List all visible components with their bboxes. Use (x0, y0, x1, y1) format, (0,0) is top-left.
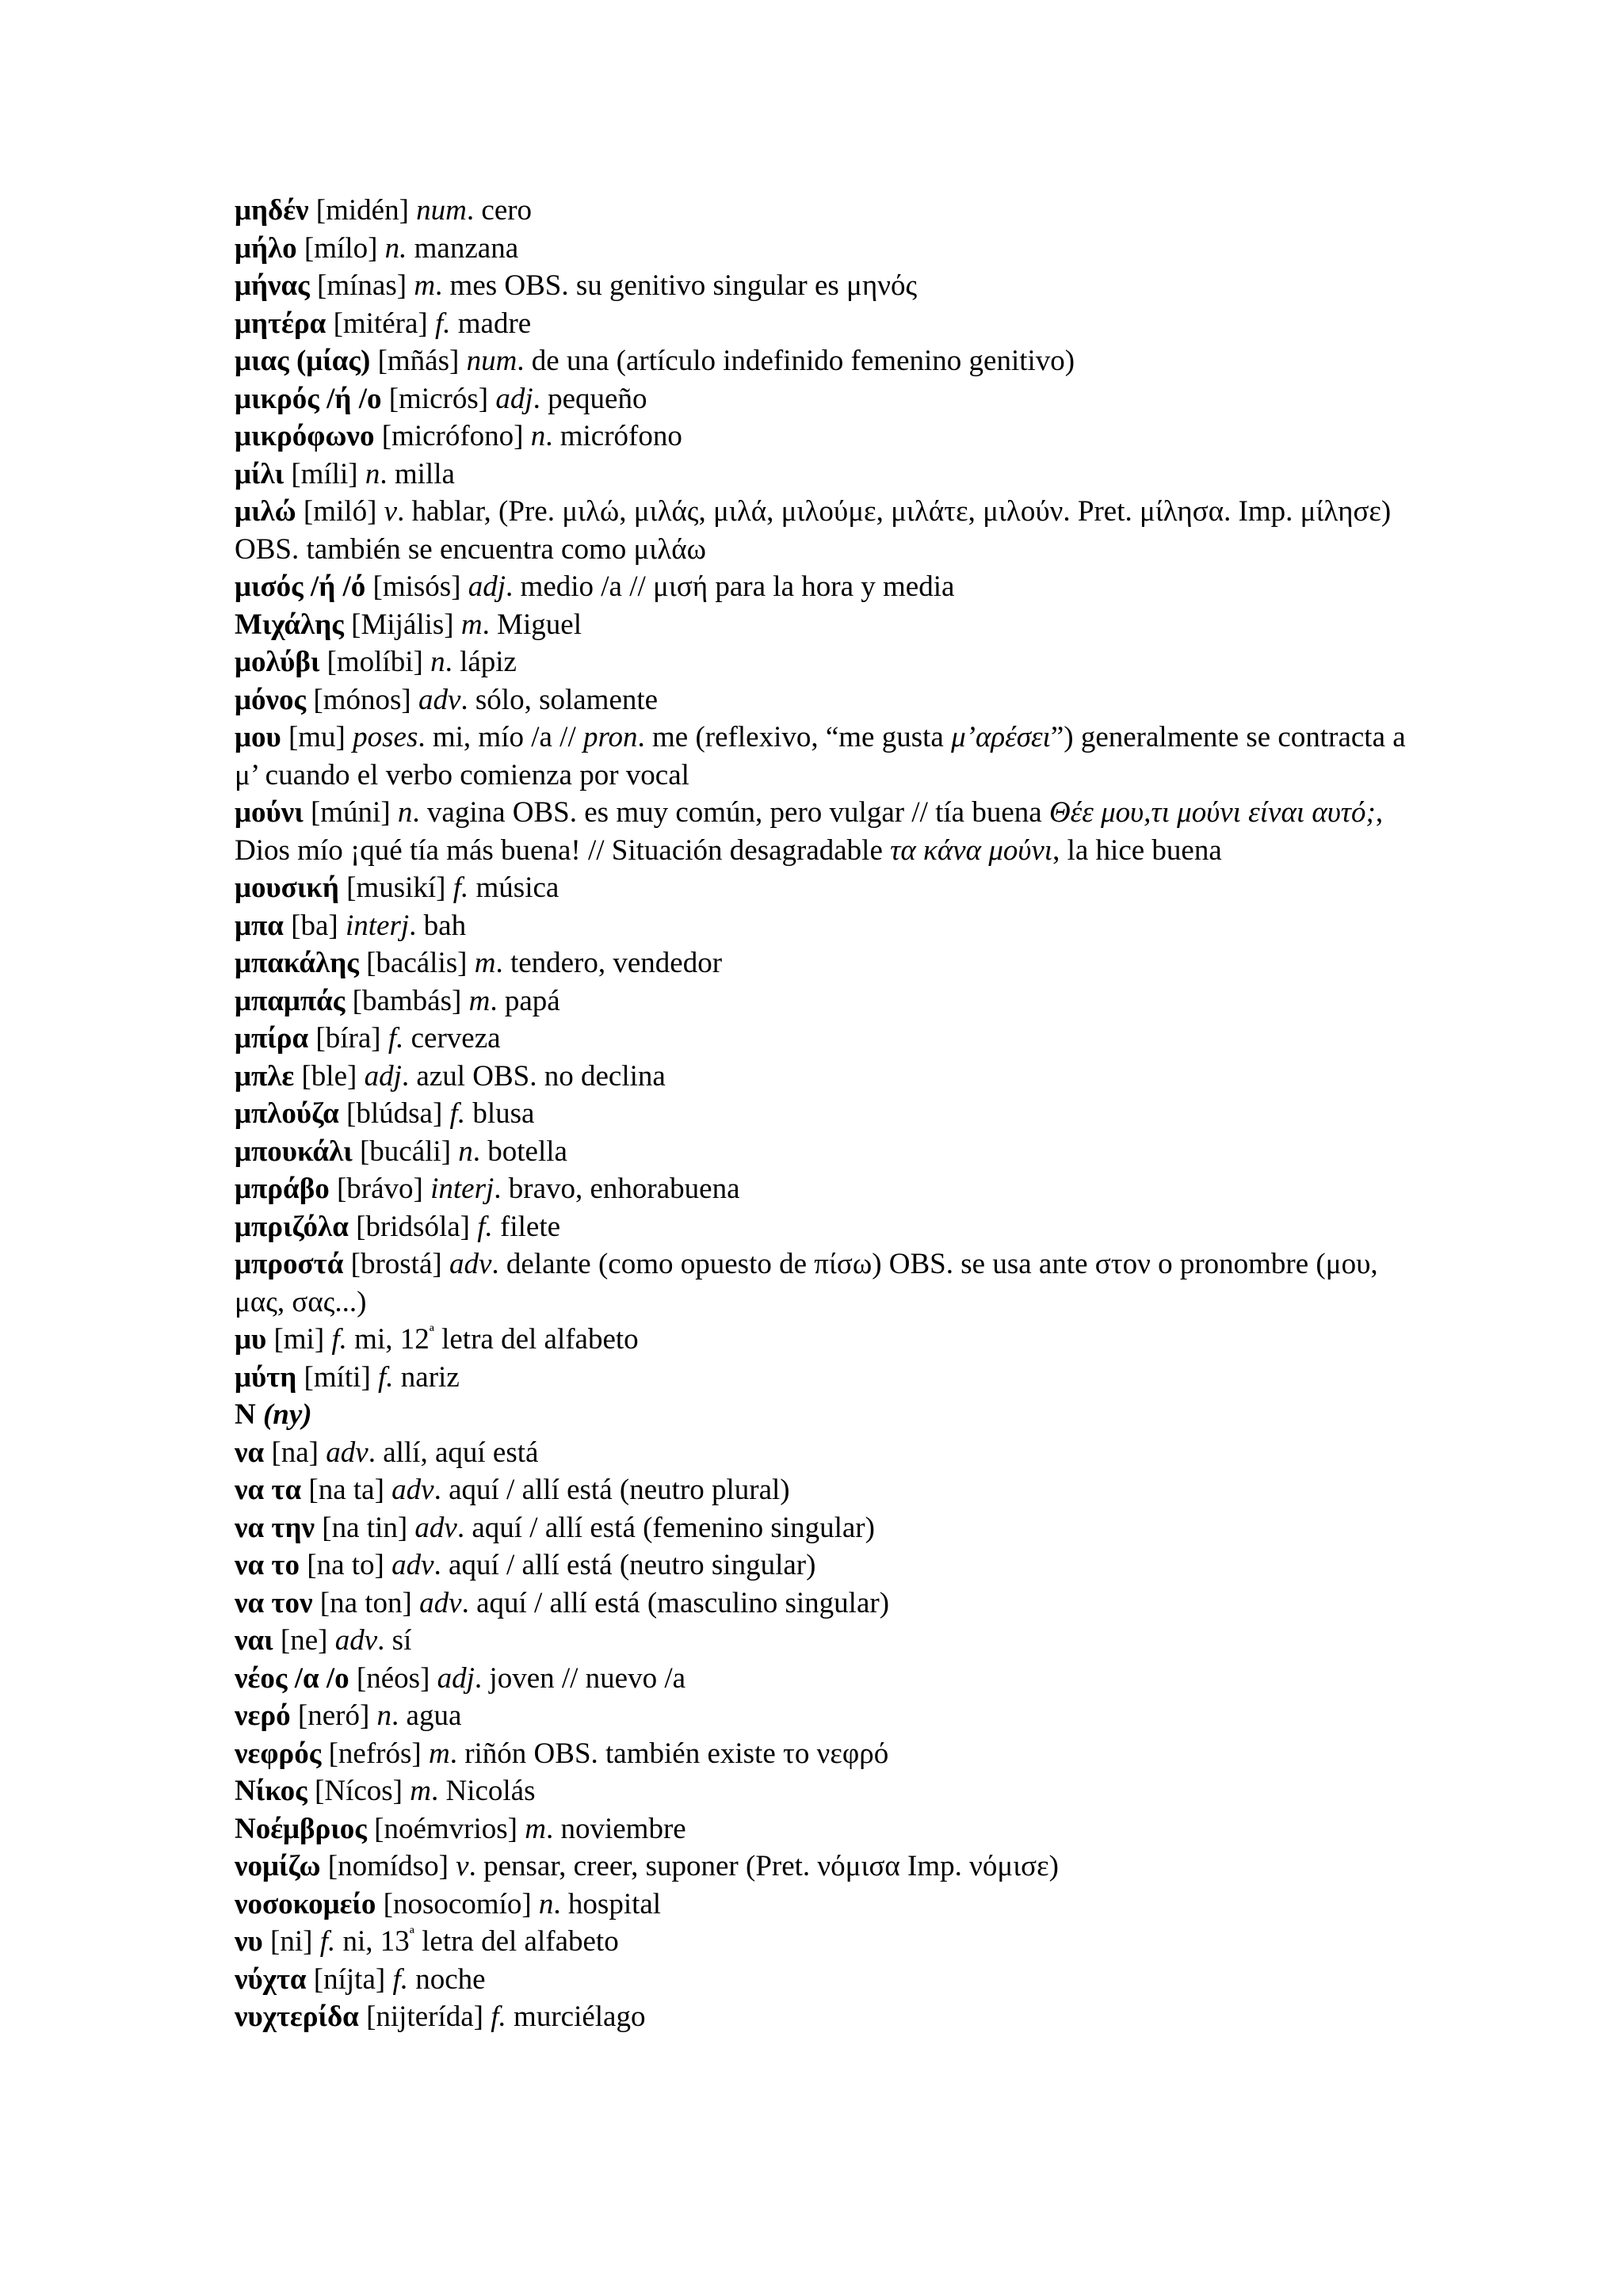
entry-italic-text: n (397, 796, 413, 829)
dictionary-entry (235, 230, 1423, 268)
dictionary-entry (235, 681, 1423, 719)
entry-italic-text: adv (418, 683, 461, 716)
entry-italic-text: adv (414, 1511, 457, 1544)
dictionary-entry (235, 1359, 1423, 1397)
entry-headword: Μιχάλης (235, 608, 344, 641)
entry-text: [na ta] (301, 1474, 392, 1506)
dictionary-entry (235, 1622, 1423, 1660)
entry-text: . azul OBS. no declina (401, 1059, 666, 1093)
entry-headword: μιλώ (235, 495, 296, 528)
entry-text: . tendero, vendedor (495, 947, 723, 979)
entry-italic-text: adv (391, 1474, 434, 1506)
entry-text: letra del alfabeto (433, 1323, 639, 1356)
entry-text: [mñás] (370, 345, 467, 377)
dictionary-entry (235, 1058, 1423, 1096)
entry-italic-text: f. (319, 1925, 336, 1958)
dictionary-entry (235, 1961, 1423, 1999)
entry-text: . riñón OBS. también existe το νεφρό (449, 1737, 889, 1770)
entry-text: . bravo, enhorabuena (494, 1173, 740, 1205)
entry-headword: μπακάλης (235, 947, 359, 979)
dictionary-entry (235, 1471, 1423, 1509)
entry-text: . joven // nuevo /a (474, 1661, 686, 1695)
entry-italic-text: m (468, 984, 491, 1017)
entry-text: . mes OBS. su genitivo singular es μηνός (435, 269, 918, 302)
dictionary-entry (235, 1020, 1423, 1058)
entry-italic-text: adv (334, 1624, 378, 1657)
entry-text: [ba] (283, 909, 346, 942)
entry-italic-text: n (530, 420, 546, 452)
dictionary-entry (235, 1095, 1423, 1133)
dictionary-entry (235, 944, 1423, 982)
entry-text: [musikí] (338, 871, 453, 904)
entry-text: [bíra] (308, 1022, 388, 1055)
dictionary-entry (235, 1998, 1423, 2036)
entry-text: [néos] (349, 1661, 437, 1695)
entry-text: . sólo, solamente (460, 683, 659, 716)
dictionary-entry (235, 907, 1423, 945)
entry-text: [nosocomío] (376, 1887, 539, 1920)
entry-text: . pequeño (533, 382, 647, 415)
entry-text: [na tin] (315, 1511, 415, 1544)
entry-text: [múni] (303, 796, 398, 829)
entry-text: . milla (380, 457, 455, 490)
entry-italic-text: poses (353, 721, 418, 753)
entry-italic-text: num (416, 194, 467, 227)
entry-headword: νύχτα (235, 1962, 307, 1996)
entry-text: . vagina OBS. es muy común, pero vulgar // tía buena (412, 796, 1049, 829)
entry-text: . Nicolás (430, 1775, 536, 1807)
dictionary-entry (235, 1697, 1423, 1735)
entry-italic-text: f. (449, 1097, 466, 1130)
dictionary-entry (235, 267, 1423, 305)
entry-text: [nijterída] (358, 2000, 491, 2033)
entry-italic-text: m (525, 1812, 546, 1845)
entry-text: [nefrós] (321, 1737, 429, 1770)
entry-text: música (468, 871, 559, 904)
entry-italic-text: adj (468, 570, 506, 603)
dictionary-entry (235, 1735, 1423, 1773)
entry-italic-text: adv (449, 1248, 492, 1280)
entry-text: . aquí / allí está (neutro singular) (433, 1549, 816, 1581)
entry-headword: μυ (235, 1323, 267, 1356)
entry-headword: μπίρα (235, 1022, 309, 1055)
entry-italic-text: interj (430, 1173, 495, 1205)
entry-headword: μύτη (235, 1360, 297, 1394)
entry-italic-text: m (410, 1775, 431, 1807)
entry-text: . hospital (553, 1887, 662, 1920)
entry-italic-text: n (458, 1135, 473, 1168)
entry-italic-text: adj (437, 1661, 475, 1695)
entry-headword: μουσική (235, 871, 339, 904)
entry-headword: μήνας (235, 269, 310, 302)
entry-italic-text: f. (491, 2000, 506, 2033)
entry-text: [miló] (296, 495, 384, 528)
entry-headword: μισός /ή /ό (235, 570, 366, 603)
entry-text: . aquí / allí está (neutro plural) (433, 1474, 790, 1506)
dictionary-entry (235, 1848, 1423, 1886)
entry-italic-text: f. (477, 1210, 493, 1243)
entry-text: [níjta] (306, 1962, 393, 1996)
entry-text: [Nícos] (307, 1775, 411, 1807)
entry-text: [mínas] (309, 269, 414, 302)
dictionary-entry (235, 794, 1423, 869)
entry-italic-text: μ’αρέσει (951, 721, 1051, 753)
entry-headword: μπουκάλι (235, 1135, 353, 1168)
dictionary-entry (235, 1886, 1423, 1924)
entry-text: [míti] (296, 1360, 379, 1394)
entry-headword: μικρόφωνο (235, 420, 375, 452)
entry-headword: να (235, 1436, 265, 1469)
dictionary-entry (235, 1585, 1423, 1623)
entry-text: . noviembre (545, 1812, 686, 1845)
entry-text: [Mijális] (343, 608, 461, 641)
entry-superscript: ª (409, 1924, 414, 1944)
entry-headword: μίλι (235, 457, 285, 490)
entry-text: . agua (391, 1699, 462, 1732)
entry-headword: μόνος (235, 683, 307, 716)
entry-headword: νυχτερίδα (235, 2000, 359, 2033)
entry-text: filete (492, 1210, 561, 1243)
dictionary-entry (235, 1396, 1423, 1434)
entry-text: , Dios mío ¡qué tía más buena! // Situación desagradable (235, 796, 1384, 867)
entry-text: [na to] (300, 1549, 392, 1581)
dictionary-entry (235, 1547, 1423, 1585)
entry-headword: Νοέμβριος (235, 1812, 367, 1845)
entry-headword: μπα (235, 909, 284, 942)
entry-headword: μηδέν (235, 194, 309, 227)
entry-italic-text: f. (453, 871, 469, 904)
dictionary-entry (235, 982, 1423, 1020)
entry-text: [brávo] (329, 1173, 431, 1205)
entry-text: [misós] (365, 570, 468, 603)
dictionary-entry (235, 1772, 1423, 1810)
entry-headword: νομίζω (235, 1850, 321, 1882)
entry-italic-text: m (428, 1737, 450, 1770)
entry-headword: μητέρα (235, 307, 327, 340)
dictionary-entry (235, 342, 1423, 380)
entry-text: [mónos] (306, 683, 418, 716)
entry-headword: να την (235, 1511, 315, 1544)
entry-text: [bambás] (345, 984, 469, 1017)
entry-headword: να τα (235, 1474, 302, 1506)
dictionary-entry (235, 1434, 1423, 1472)
entry-text: [neró] (290, 1699, 377, 1732)
entry-italic-text: adv (391, 1549, 434, 1581)
entry-headword: μιας (μίας) (235, 345, 371, 377)
entry-italic-text: m (414, 269, 436, 302)
entry-text: . aquí / allí está (masculino singular) (461, 1586, 890, 1619)
entry-text: [noémvrios] (366, 1812, 525, 1845)
entry-text: . micrófono (545, 420, 682, 452)
entry-italic-text: n (365, 457, 380, 490)
entry-text: [mu] (281, 721, 353, 753)
dictionary-entry (235, 380, 1423, 418)
dictionary-entry (235, 1133, 1423, 1171)
entry-italic-text: f. (388, 1022, 404, 1055)
dictionary-entry (235, 192, 1423, 230)
entry-italic-text: m (460, 608, 483, 641)
entry-text: . pensar, creer, suponer (Pret. νόμισα Imp. νόμισε) (468, 1850, 1059, 1882)
entry-superscript: ª (429, 1322, 434, 1342)
entry-text: [nomídso] (320, 1850, 456, 1882)
entry-italic-text: interj (345, 909, 410, 942)
dictionary-entry (235, 606, 1423, 644)
entry-headword: μούνι (235, 796, 304, 829)
entry-headword-italic: (ny) (262, 1398, 312, 1431)
entry-headword: μπροστά (235, 1248, 344, 1280)
entry-italic-text: n (430, 646, 445, 678)
entry-text: . hablar, (Pre. μιλώ, μιλάς, μιλά, μιλούμε, μιλάτε, μιλούν. Pret. μίλησα. Imp. μίλησε) OBS. también se encuentra como μιλάω (235, 495, 1392, 566)
entry-text: letra del alfabeto (414, 1925, 619, 1958)
entry-text: [na] (264, 1436, 327, 1469)
dictionary-entry (235, 1810, 1423, 1848)
entry-headword: να το (235, 1549, 300, 1581)
entry-text: . cero (466, 194, 533, 227)
entry-text: . lápiz (445, 646, 517, 678)
entry-text: , la hice buena (1052, 833, 1222, 867)
entry-italic-text: adj (364, 1059, 402, 1093)
entry-text: ni, 13 (335, 1925, 410, 1958)
dictionary-entry (235, 1321, 1423, 1359)
entry-italic-text: τα κάνα μούνι (890, 833, 1053, 867)
entry-headword: να τον (235, 1586, 313, 1619)
entry-text: . de una (artículo indefinido femenino genitivo) (517, 345, 1075, 377)
entry-text: [na ton] (312, 1586, 420, 1619)
entry-text: . botella (472, 1135, 567, 1168)
entry-text: [ni] (262, 1925, 320, 1958)
entry-text: murciélago (506, 2000, 646, 2033)
entry-text: . allí, aquí está (368, 1436, 539, 1469)
entry-headword: νεφρός (235, 1737, 322, 1770)
entry-headword: μολύβι (235, 646, 320, 678)
dictionary-entry (235, 719, 1423, 794)
entry-text: [mi] (266, 1323, 332, 1356)
dictionary-entry (235, 1660, 1423, 1698)
dictionary-entry (235, 305, 1423, 343)
dictionary-entry (235, 1170, 1423, 1208)
entry-text: [brostá] (343, 1248, 449, 1280)
entry-text: [ble] (294, 1059, 365, 1093)
entry-italic-text: pron (583, 721, 638, 753)
dictionary-entry (235, 1208, 1423, 1246)
entry-headword: μπράβο (235, 1173, 330, 1205)
entry-headword: μήλο (235, 231, 297, 265)
entry-italic-text: adj (495, 382, 533, 415)
dictionary-entry (235, 1509, 1423, 1547)
entry-headword: μου (235, 721, 281, 753)
entry-italic-text: f. (434, 307, 451, 340)
entry-text: blusa (465, 1097, 535, 1130)
entry-text: . aquí / allí está (femenino singular) (456, 1511, 875, 1544)
entry-text: ”) generalmente se contracta a μ’ cuando el verbo comienza por vocal (235, 721, 1406, 791)
entry-italic-text: adv (326, 1436, 369, 1469)
dictionary-entry (235, 456, 1423, 494)
entry-headword: νοσοκομείο (235, 1887, 376, 1920)
entry-headword: νέος /α /ο (235, 1661, 349, 1695)
dictionary-entry (235, 568, 1423, 606)
entry-text: nariz (393, 1360, 460, 1394)
dictionary-entry (235, 418, 1423, 456)
entry-headword: μπριζόλα (235, 1210, 349, 1243)
entry-italic-text: f. (392, 1962, 408, 1996)
entry-text: noche (407, 1962, 486, 1996)
entry-text: cerveza (403, 1022, 501, 1055)
entry-headword: Νίκος (235, 1775, 307, 1807)
entry-headword: Ν (235, 1398, 263, 1431)
entry-italic-text: n (376, 1699, 392, 1732)
entry-headword: νυ (235, 1925, 263, 1958)
entry-text: [bridsóla] (348, 1210, 478, 1243)
entry-italic-text: n. (384, 231, 407, 265)
entry-text: [mitéra] (326, 307, 435, 340)
entry-headword: μπλούζα (235, 1097, 339, 1130)
entry-text: [míli] (284, 457, 365, 490)
entry-italic-text: n (538, 1887, 554, 1920)
entry-text: . Miguel (482, 608, 582, 641)
entry-headword: μπλε (235, 1059, 295, 1093)
entry-text: . me (reflexivo, “me gusta (637, 721, 952, 753)
entry-text: [molíbi] (319, 646, 431, 678)
dictionary-entry (235, 643, 1423, 681)
entry-text: . mi, mío /a // (418, 721, 583, 753)
entry-text: [mílo] (296, 231, 385, 265)
entry-italic-text: m (474, 947, 496, 979)
entry-italic-text: adv (419, 1586, 462, 1619)
entry-text: [micrófono] (374, 420, 531, 452)
entry-italic-text: num (466, 345, 517, 377)
entry-text: . sí (377, 1624, 412, 1657)
dictionary-entry (235, 869, 1423, 907)
entry-headword: μικρός /ή /ο (235, 382, 382, 415)
entry-italic-text: f. (331, 1323, 347, 1356)
entry-text: . medio /a // μισή para la hora y media (506, 570, 955, 603)
dictionary-page (235, 192, 1423, 2036)
entry-text: [ne] (273, 1624, 335, 1657)
entry-text: manzana (407, 231, 519, 265)
entry-headword: νερό (235, 1699, 291, 1732)
dictionary-entry (235, 1245, 1423, 1321)
entry-italic-text: Θέε μου,τι μούνι είναι αυτό; (1048, 796, 1376, 829)
entry-text: . delante (como opuesto de πίσω) OBS. se usa ante στον o pronombre (μου, μας, σας...) (235, 1248, 1378, 1318)
dictionary-entry (235, 1923, 1423, 1961)
entry-text: [micrós] (381, 382, 496, 415)
entry-headword: μπαμπάς (235, 984, 346, 1017)
entry-text: madre (450, 307, 532, 340)
entry-headword: ναι (235, 1624, 273, 1657)
entry-text: [midén] (308, 194, 417, 227)
entry-text: [bacális] (358, 947, 475, 979)
dictionary-entry (235, 493, 1423, 568)
entry-text: . papá (490, 984, 560, 1017)
entry-text: mi, 12 (346, 1323, 430, 1356)
entry-text: [bucáli] (352, 1135, 459, 1168)
entry-italic-text: f. (378, 1360, 394, 1394)
entry-text: . bah (409, 909, 467, 942)
entry-italic-text: v (456, 1850, 469, 1882)
entry-italic-text: v (384, 495, 398, 528)
entry-text: [blúdsa] (338, 1097, 450, 1130)
